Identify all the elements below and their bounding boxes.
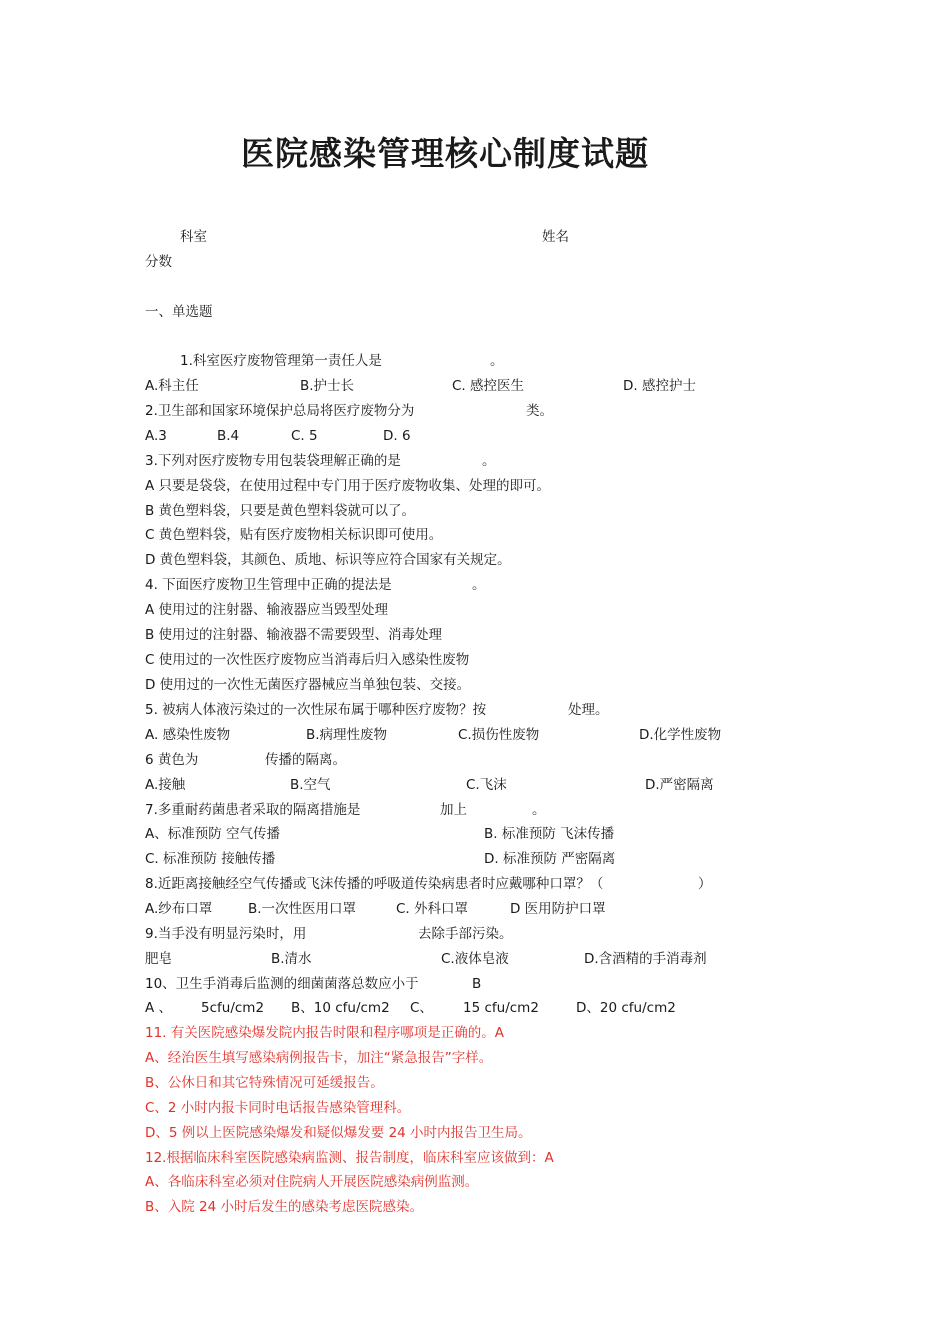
page-title: 医院感染管理核心制度试题 [241,134,649,173]
q1-stem: 1.科室医疗废物管理第一责任人是 [180,353,382,369]
q9-end: 去除手部污染。 [418,926,513,942]
q2-option-d: D. 6 [383,428,411,444]
q12-option-b: B、入院 24 小时后发生的感染考虑医院感染。 [145,1199,424,1215]
q8-option-c: C. 外科口罩 [396,901,469,917]
q1-option-a: A.科主任 [145,378,199,394]
q8-end: ） [698,876,712,892]
q2-option-c: C. 5 [291,428,318,444]
section-heading: 一、单选题 [145,304,213,320]
q7-option-b: B. 标准预防 飞沫传播 [484,826,615,842]
q5-end: 处理。 [568,702,609,718]
q11-option-d: D、5 例以上医院感染爆发和疑似爆发要 24 小时内报告卫生局。 [145,1125,532,1141]
q9-option-a: 肥皂 [145,951,172,967]
q3-stem: 3.下列对医疗废物专用包装袋理解正确的是 [145,453,401,469]
q7-end: 。 [532,802,546,818]
q10-option-a-label: A 、 [145,1000,173,1016]
q4-option-d: D 使用过的一次性无菌医疗器械应当单独包装、交接。 [145,677,471,693]
q1-end: 。 [490,353,504,369]
q5-option-b: B.病理性废物 [306,727,388,743]
q4-option-c: C 使用过的一次性医疗废物应当消毒后归入感染性废物 [145,652,470,668]
q7-option-c: C. 标准预防 接触传播 [145,851,276,867]
q5-option-c: C.损伤性废物 [458,727,540,743]
q1-option-b: B.护士长 [300,378,355,394]
q7-option-a: A、标准预防 空气传播 [145,826,281,842]
q7-mid: 加上 [440,802,467,818]
q3-option-b: B 黄色塑料袋，只要是黄色塑料袋就可以了。 [145,503,416,519]
q4-stem: 4. 下面医疗废物卫生管理中正确的提法是 [145,577,392,593]
q8-option-a: A.纱布口罩 [145,901,213,917]
q4-end: 。 [472,577,486,593]
q7-stem: 7.多重耐药菌患者采取的隔离措施是 [145,802,361,818]
q6-end: 传播的隔离。 [265,752,346,768]
q1-option-d: D. 感控护士 [623,378,696,394]
q11-option-a: A、经治医生填写感染病例报告卡，加注“紧急报告”字样。 [145,1050,493,1066]
q3-option-d: D 黄色塑料袋，其颜色、质地、标识等应符合国家有关规定。 [145,552,511,568]
q11-stem: 11. 有关医院感染爆发院内报告时限和程序哪项是正确的。A [145,1025,504,1041]
q8-option-d: D 医用防护口罩 [510,901,606,917]
q8-option-b: B.一次性医用口罩 [248,901,357,917]
q1-option-c: C. 感控医生 [452,378,525,394]
name-label: 姓名 [542,229,569,245]
q7-option-d: D. 标准预防 严密隔离 [484,851,616,867]
q2-stem: 2.卫生部和国家环境保护总局将医疗废物分为 [145,403,415,419]
q10-stem: 10、卫生手消毒后监测的细菌菌落总数应小于 [145,976,419,992]
q6-option-c: C.飞沫 [466,777,507,793]
q12-stem: 12.根据临床科室医院感染病监测、报告制度，临床科室应该做到：A [145,1150,554,1166]
q4-option-b: B 使用过的注射器、输液器不需要毁型、消毒处理 [145,627,443,643]
q2-option-a: A.3 [145,428,167,444]
dept-label: 科室 [180,229,207,245]
q9-stem: 9.当手没有明显污染时，用 [145,926,307,942]
q5-option-a: A. 感染性废物 [145,727,231,743]
q10-option-b: B、10 cfu/cm2 [291,1000,390,1016]
q6-option-d: D.严密隔离 [645,777,714,793]
q10-answer: B [472,976,482,992]
q11-option-b: B、公休日和其它特殊情况可延缓报告。 [145,1075,384,1091]
q9-option-b: B.清水 [271,951,312,967]
q11-option-c: C、2 小时内报卡同时电话报告感染管理科。 [145,1100,411,1116]
q4-option-a: A 使用过的注射器、输液器应当毁型处理 [145,602,389,618]
q9-option-c: C.液体皂液 [441,951,509,967]
q10-option-c-label: C、 [410,1000,433,1016]
q6-option-a: A.接触 [145,777,186,793]
q2-end: 类。 [526,403,553,419]
q3-end: 。 [482,453,496,469]
q8-stem: 8.近距离接触经空气传播或飞沫传播的呼吸道传染病患者时应戴哪种口罩？（ [145,876,604,892]
score-label: 分数 [145,254,172,270]
q5-stem: 5. 被病人体液污染过的一次性尿布属于哪种医疗废物？按 [145,702,487,718]
q10-option-d: D、20 cfu/cm2 [576,1000,676,1016]
q2-option-b: B.4 [217,428,240,444]
q3-option-c: C 黄色塑料袋，贴有医疗废物相关标识即可使用。 [145,527,443,543]
q9-option-d: D.含酒精的手消毒剂 [584,951,707,967]
q12-option-a: A、各临床科室必须对住院病人开展医院感染病例监测。 [145,1174,479,1190]
q3-option-a: A 只要是袋袋，在使用过程中专门用于医疗废物收集、处理的即可。 [145,478,551,494]
q10-option-c-value: 15 cfu/cm2 [463,1000,539,1016]
q6-option-b: B.空气 [290,777,331,793]
q10-option-a-value: 5cfu/cm2 [201,1000,265,1016]
q5-option-d: D.化学性废物 [639,727,722,743]
q6-stem: 6 黄色为 [145,752,199,768]
